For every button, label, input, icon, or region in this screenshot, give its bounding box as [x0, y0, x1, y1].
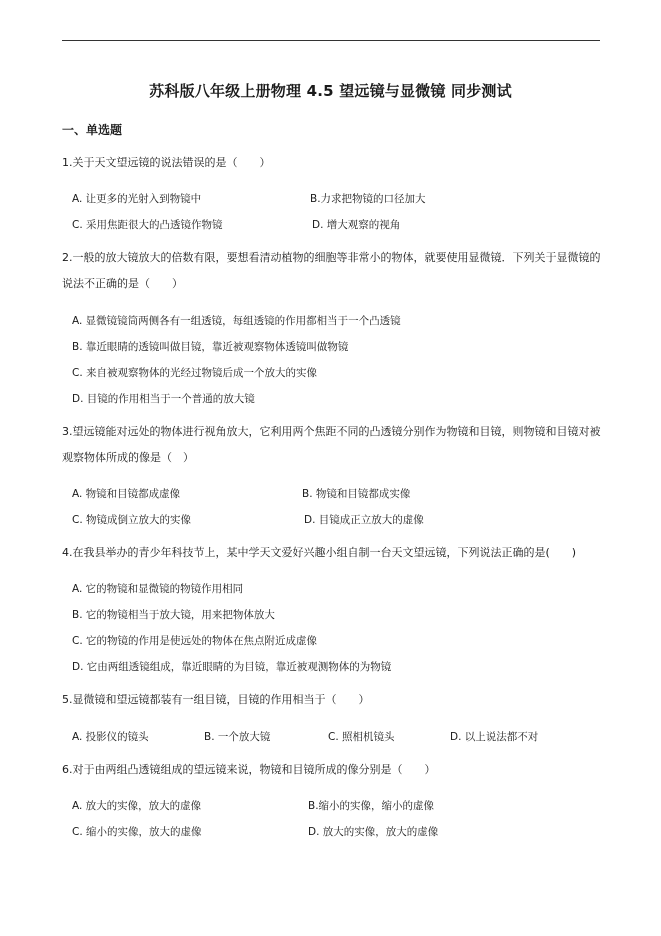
q5-option-b[interactable]: B. 一个放大镜 — [204, 731, 271, 743]
q6-option-b[interactable]: B.缩小的实像，缩小的虚像 — [308, 800, 435, 812]
q6-option-d[interactable]: D. 放大的实像，放大的虚像 — [308, 826, 439, 838]
q2-option-c[interactable]: C. 来自被观察物体的光经过物镜后成一个放大的实像 — [72, 367, 318, 379]
question-6: 6.对于由两组凸透镜组成的望远镜来说，物镜和目镜所成的像分别是（ ） — [62, 763, 436, 776]
question-1: 1.关于天文望远镜的说法错误的是（ ） — [62, 156, 271, 169]
q2-option-b[interactable]: B. 靠近眼睛的透镜叫做目镜，靠近被观察物体透镜叫做物镜 — [72, 341, 349, 353]
question-2: 2.一般的放大镜放大的倍数有限，要想看清动植物的细胞等非常小的物体，就要使用显微镜．下列关于显微镜的说法不正确的是（ ） — [62, 251, 601, 290]
q4-option-d[interactable]: D. 它由两组透镜组成，靠近眼睛的为目镜，靠近被观测物体的为物镜 — [72, 661, 392, 673]
q4-option-c[interactable]: C. 它的物镜的作用是使远处的物体在焦点附近成虚像 — [72, 635, 318, 647]
q3-option-c[interactable]: C. 物镜成倒立放大的实像 — [72, 514, 192, 526]
q5-option-c[interactable]: C. 照相机镜头 — [328, 731, 395, 743]
q1-option-b[interactable]: B.力求把物镜的口径加大 — [310, 193, 426, 205]
q1-option-a[interactable]: A. 让更多的光射入到物镜中 — [72, 193, 202, 205]
q6-option-c[interactable]: C. 缩小的实像，放大的虚像 — [72, 826, 202, 838]
section-heading: 一、单选题 — [62, 123, 123, 137]
header-rule — [62, 40, 600, 41]
q5-option-a[interactable]: A. 投影仪的镜头 — [72, 731, 149, 743]
question-5: 5.显微镜和望远镜都装有一组目镜，目镜的作用相当于（ ） — [62, 693, 370, 706]
question-4: 4.在我县举办的青少年科技节上，某中学天文爱好兴趣小组自制一台天文望远镜，下列说法正确的是( ) — [62, 546, 577, 559]
q1-option-d[interactable]: D. 增大观察的视角 — [312, 219, 401, 231]
q4-option-b[interactable]: B. 它的物镜相当于放大镜，用来把物体放大 — [72, 609, 275, 621]
page-title: 苏科版八年级上册物理 4.5 望远镜与显微镜 同步测试 — [149, 82, 512, 100]
q2-option-a[interactable]: A. 显微镜镜筒两侧各有一组透镜，每组透镜的作用都相当于一个凸透镜 — [72, 315, 401, 327]
q1-option-c[interactable]: C. 采用焦距很大的凸透镜作物镜 — [72, 219, 223, 231]
question-3: 3.望远镜能对远处的物体进行视角放大，它利用两个焦距不同的凸透镜分别作为物镜和目镜，则物镜和目镜对被观察物体所成的像是（ ） — [62, 425, 601, 464]
q3-option-d[interactable]: D. 目镜成正立放大的虚像 — [304, 514, 424, 526]
q6-option-a[interactable]: A. 放大的实像，放大的虚像 — [72, 800, 202, 812]
q3-option-b[interactable]: B. 物镜和目镜都成实像 — [302, 488, 411, 500]
q3-option-a[interactable]: A. 物镜和目镜都成虚像 — [72, 488, 181, 500]
q5-option-d[interactable]: D. 以上说法都不对 — [450, 731, 539, 743]
q4-option-a[interactable]: A. 它的物镜和显微镜的物镜作用相同 — [72, 583, 244, 595]
q2-option-d[interactable]: D. 目镜的作用相当于一个普通的放大镜 — [72, 393, 255, 405]
